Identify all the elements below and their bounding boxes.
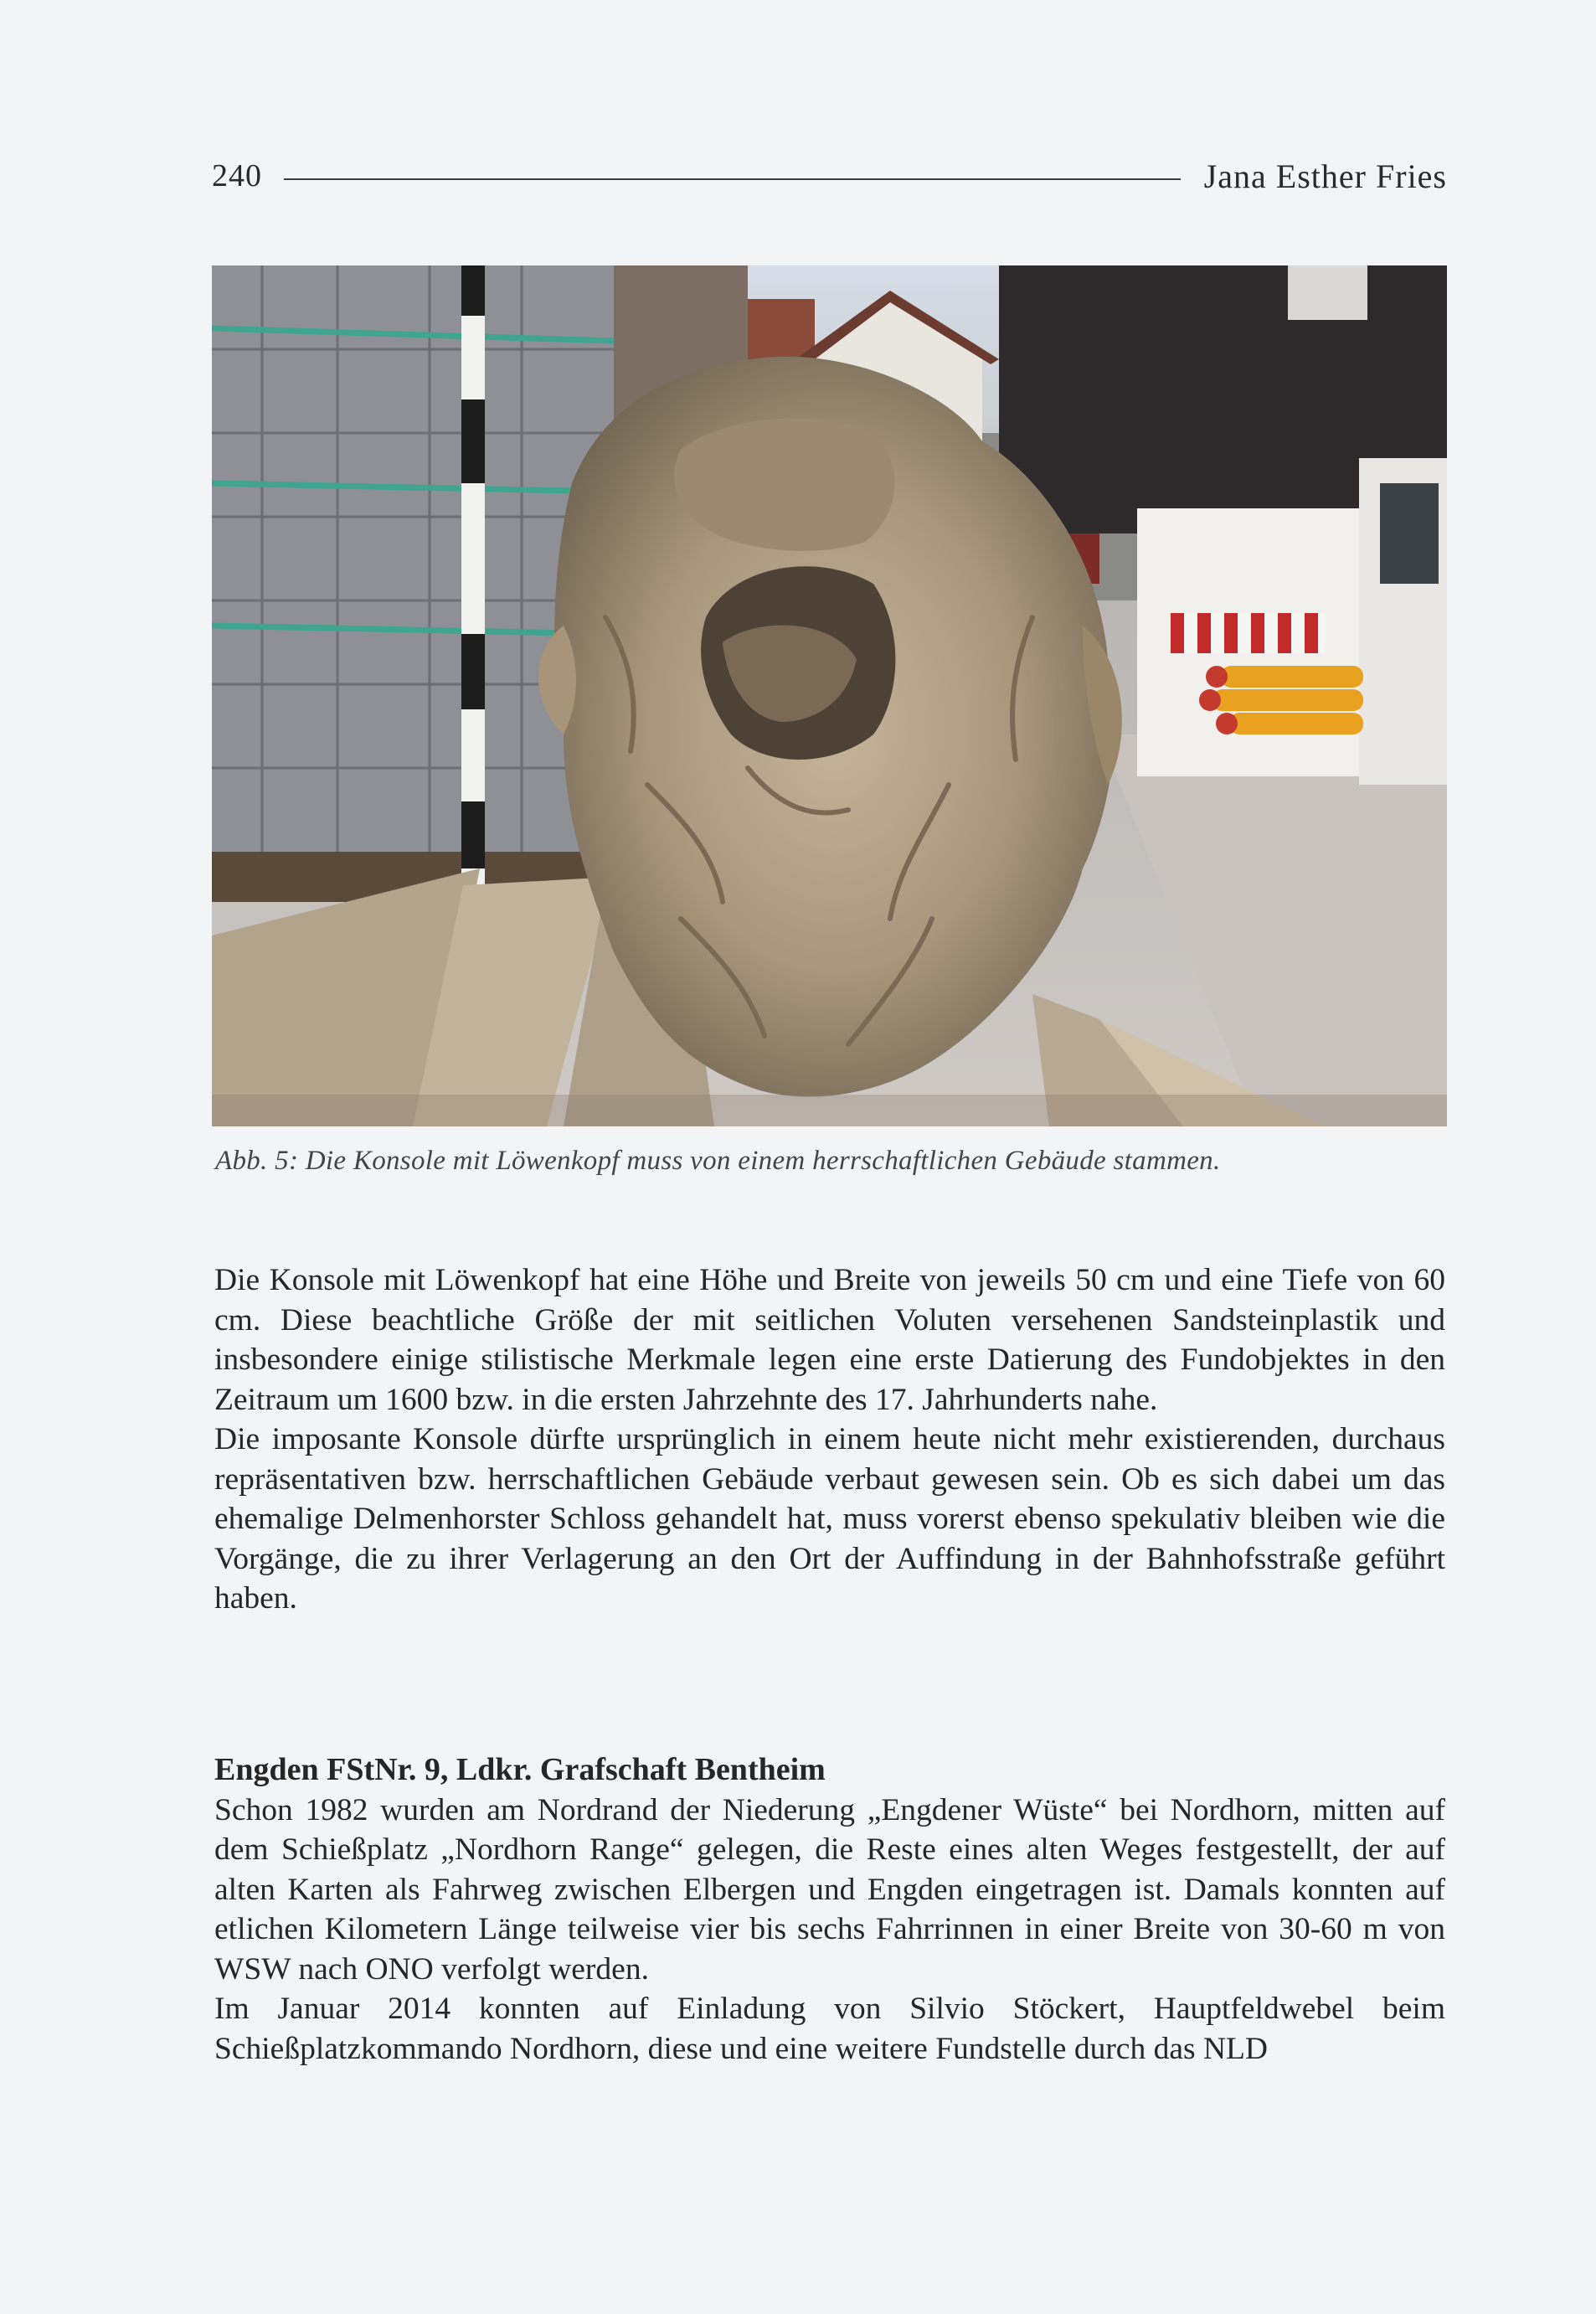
section-engden (214, 1750, 1445, 2069)
figure-caption: Abb. 5: Die Konsole mit Löwenkopf muss von einem herrschaftlichen Gebäude stammen. (215, 1146, 1221, 1176)
header-rule (284, 178, 1181, 180)
lion-head-photo (212, 265, 1447, 1126)
paragraph: Schon 1982 wurden am Nordrand der Niederung „Engdener Wüste“ bei Nordhorn, mitten auf dem Schießplatz „Nordhorn Range“ gelegen, die Reste eines alten Weges festgestellt, der auf alten Karten als Fahrweg zwischen Elbergen und Engden eingetragen ist. Damals konnten auf etlichen Kilometern Länge teilweise vier bis sechs Fahrrinnen in einer Breite von 30-60 m von WSW nach ONO verfolgt werden. (214, 1792, 1445, 1987)
running-author: Jana Esther Fries (1203, 157, 1447, 195)
section-heading: Engden FStNr. 9, Ldkr. Grafschaft Bentheim (214, 1752, 826, 1787)
figure-photo-lion-head-console (212, 265, 1447, 1126)
body-text-block (214, 1260, 1445, 1619)
page-number: 240 (212, 158, 262, 193)
running-header (212, 151, 1447, 201)
paragraph: Im Januar 2014 konnten auf Einladung von Silvio Stöckert, Hauptfeldwebel beim Schießplatzkommando Nordhorn, diese und eine weitere Fundstelle durch das NLD (214, 1992, 1445, 2066)
paragraph: Die Konsole mit Löwenkopf hat eine Höhe und Breite von jeweils 50 cm und eine Tiefe von 60 cm. Diese beachtliche Größe der mit seitlichen Voluten versehenen Sandsteinplastik und insbesondere einige stilistische Merkmale legen eine erste Datierung des Fundobjektes in den Zeitraum um 1600 bzw. in die ersten Jahrzehnte des 17. Jahrhunderts nahe. (214, 1263, 1445, 1417)
paragraph: Die imposante Konsole dürfte ursprünglich in einem heute nicht mehr existierenden, durchaus repräsentativen bzw. herrschaftlichen Gebäude verbaut gewesen sein. Ob es sich dabei um das ehemalige Delmenhorster Schloss gehandelt hat, muss vorerst ebenso spekulativ bleiben wie die Vorgänge, die zu ihrer Verlagerung an den Ort der Auffindung in der Bahnhofsstraße geführt haben. (214, 1422, 1445, 1616)
